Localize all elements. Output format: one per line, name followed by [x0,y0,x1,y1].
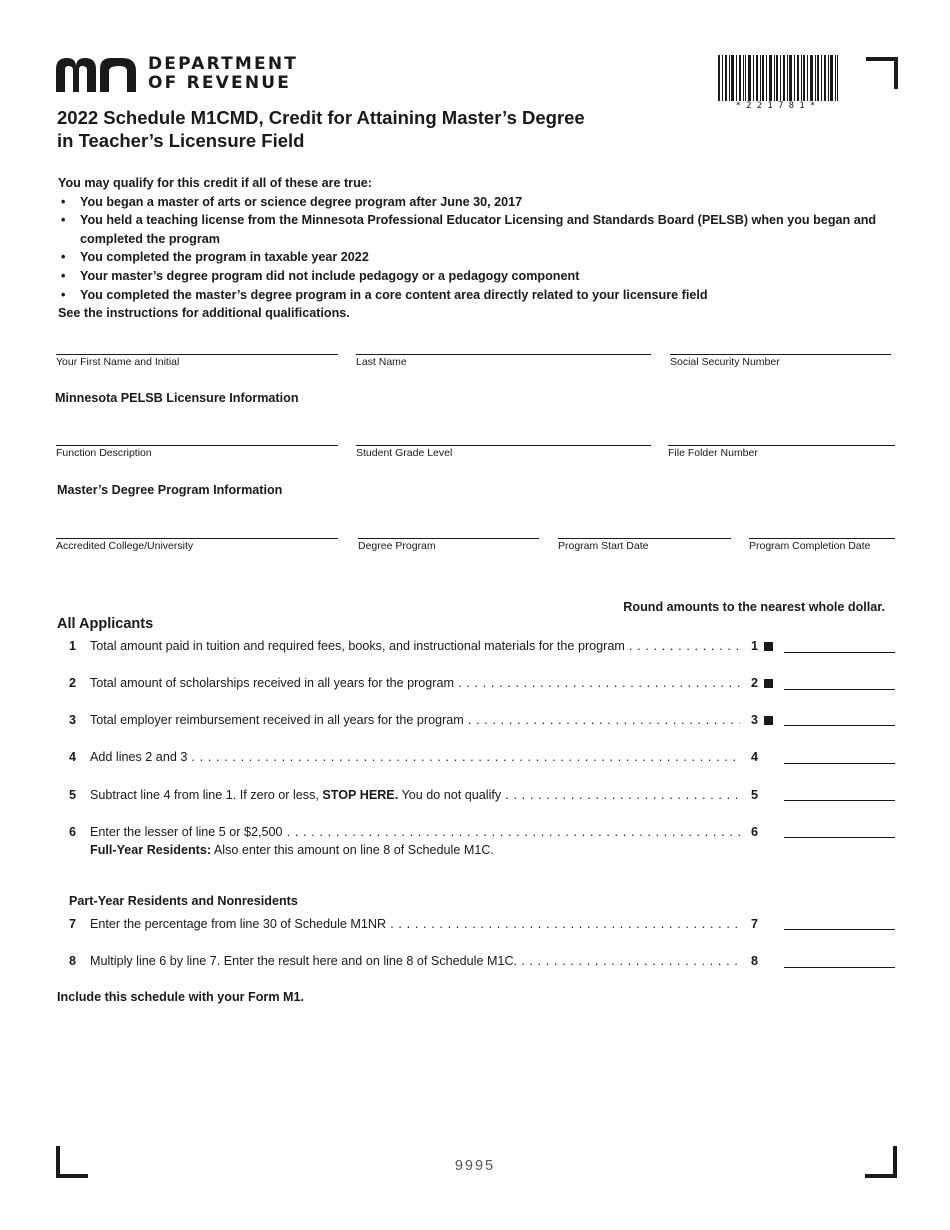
line-description: Add lines 2 and 3 . . . [90,750,740,764]
first-name-field[interactable] [56,354,338,368]
registration-mark-bottom-left [56,1146,88,1178]
line-1 [69,639,759,657]
line-number: 7 [69,917,77,931]
qualification-list [58,174,898,323]
qualification-closing: See the instructions for additional qualifications. [58,306,350,321]
full-year-residents-label: Full-Year Residents: [90,843,212,857]
line-3-amount-input[interactable] [784,708,895,726]
last-name-label: Last Name [356,356,407,368]
required-marker-icon [764,716,773,725]
ssn-field[interactable] [670,354,891,368]
line-number: 1 [69,639,77,653]
first-name-label: Your First Name and Initial [56,356,180,368]
line-number-right: 4 [751,750,759,764]
line-number: 8 [69,954,77,968]
line-description: Enter the percentage from line 30 of Schedule M1NR . . . [90,917,740,931]
barcode-icon [718,55,838,101]
all-applicants-heading: All Applicants [57,616,154,632]
last-name-field[interactable] [356,354,651,368]
department-logo-text [148,55,298,93]
function-description-label: Function Description [56,447,152,459]
line-description: Total amount of scholarships received in all years for the program . . . [90,676,740,690]
line-5 [69,788,759,806]
line-number-right: 8 [751,954,759,968]
barcode-number: *221781* [735,101,821,111]
line-number-right: 6 [751,825,759,839]
line-3 [69,713,759,731]
line-1-amount-input[interactable] [784,635,895,653]
registration-mark-bottom-right [865,1146,897,1178]
line-number: 3 [69,713,77,727]
program-completion-date-field[interactable] [749,538,895,552]
line-number-right: 5 [751,788,759,802]
program-completion-date-label: Program Completion Date [749,540,871,552]
degree-program-field[interactable] [358,538,539,552]
line-7 [69,917,759,935]
college-field[interactable] [56,538,338,552]
qualification-item: • You began a master of arts or science degree program after June 30, 2017 [58,193,898,212]
program-start-date-label: Program Start Date [558,540,649,552]
line-8 [69,954,759,972]
line-4 [69,750,759,768]
line-2-amount-input[interactable] [784,672,895,690]
qualification-lead: You may qualify for this credit if all of these are true: [58,176,372,190]
line-number: 4 [69,750,77,764]
line-6-note [90,843,494,857]
registration-mark-top-right [866,57,898,89]
college-label: Accredited College/University [56,540,194,552]
qualification-item: • You held a teaching license from the Minnesota Professional Educator Licensing and Standards Board (PELSB) when you began and completed the program [58,211,898,248]
line-number: 5 [69,788,77,802]
form-title-line-1: 2022 Schedule M1CMD, Credit for Attaining Master’s Degree [57,107,585,128]
part-year-heading: Part-Year Residents and Nonresidents [69,894,298,908]
line-number-right: 1 [751,639,759,653]
full-year-residents-text: Also enter this amount on line 8 of Schedule M1C. [213,843,494,857]
line-5-desc-start: Subtract line 4 from line 1. If zero or less, [90,788,319,802]
line-2 [69,676,759,694]
required-marker-icon [764,679,773,688]
stop-here-text: STOP HERE. [322,788,399,802]
file-folder-number-field[interactable] [668,445,895,459]
required-marker-icon [764,642,773,651]
student-grade-level-label: Student Grade Level [356,447,453,459]
program-heading: Master’s Degree Program Information [57,483,283,497]
round-amounts-note: Round amounts to the nearest whole dollar. [623,600,885,614]
line-number-right: 7 [751,917,759,931]
function-description-field[interactable] [56,445,338,459]
line-8-amount-input[interactable] [784,950,895,968]
line-number-right: 2 [751,676,759,690]
line-4-amount-input[interactable] [784,746,895,764]
line-number-right: 3 [751,713,759,727]
line-7-percentage-input[interactable] [784,912,895,930]
logo-line-1: DEPARTMENT [148,54,299,74]
ssn-label: Social Security Number [670,356,780,368]
line-number: 6 [69,825,77,839]
line-5-amount-input[interactable] [784,783,895,801]
line-description [90,788,740,802]
form-number: 9995 [454,1158,496,1174]
degree-program-label: Degree Program [358,540,436,552]
line-5-desc-end: You do not qualify [401,788,502,802]
licensure-heading: Minnesota PELSB Licensure Information [55,391,299,405]
student-grade-level-field[interactable] [356,445,651,459]
line-description: Total employer reimbursement received in all years for the program . . . [90,713,740,727]
qualification-item: • You completed the master’s degree program in a core content area directly related to your licensure field [58,286,898,305]
line-6-amount-input[interactable] [784,820,895,838]
line-number: 2 [69,676,77,690]
form-title [57,106,585,152]
qualification-item: • You completed the program in taxable year 2022 [58,248,898,267]
mn-logo-icon [56,58,136,92]
line-description: Total amount paid in tuition and required fees, books, and instructional materials for the program . . . [90,639,740,653]
include-schedule-note: Include this schedule with your Form M1. [57,990,305,1004]
qualification-item: • Your master’s degree program did not include pedagogy or a pedagogy component [58,267,898,286]
logo-line-2: OF REVENUE [148,73,292,93]
program-start-date-field[interactable] [558,538,731,552]
form-title-line-2: in Teacher’s Licensure Field [57,130,305,151]
line-description: Enter the lesser of line 5 or $2,500 . . . [90,825,740,839]
line-6 [69,825,759,843]
file-folder-number-label: File Folder Number [668,447,758,459]
line-description: Multiply line 6 by line 7. Enter the result here and on line 8 of Schedule M1C. . . . [90,954,740,968]
